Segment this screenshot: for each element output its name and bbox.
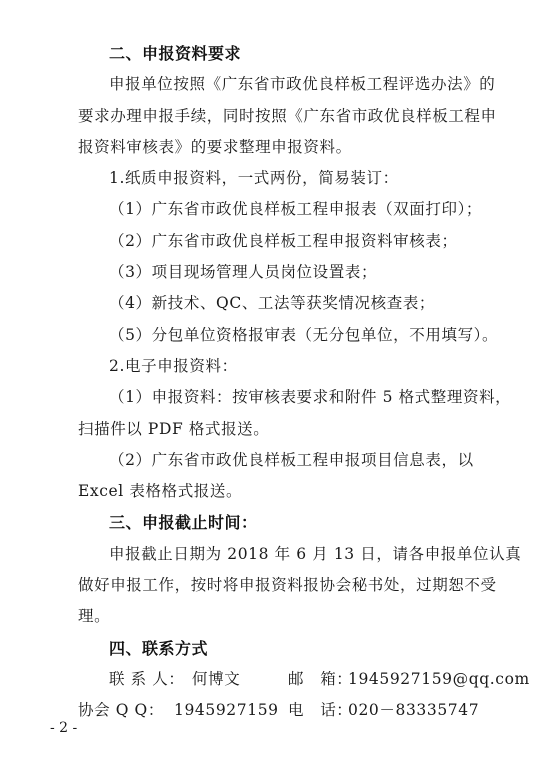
paper-materials-title: 1.纸质申报资料，一式两份，简易装订：	[109, 169, 399, 188]
electronic-item-2-line-1: （2）广东省市政优良样板工程申报项目信息表，以	[109, 450, 474, 469]
contact-row-qq	[78, 695, 478, 726]
paper-item-2: （2）广东省市政优良样板工程申报资料审核表；	[109, 231, 458, 250]
contact-phone-value: 020－83335747	[348, 701, 480, 720]
contact-email-value[interactable]: 1945927159@qq.com	[348, 669, 530, 688]
section-3-heading: 三、申报截止时间：	[109, 513, 258, 533]
electronic-item-2-line-2: Excel 表格格式报送。	[78, 482, 243, 501]
section-4-heading: 四、联系方式	[109, 638, 209, 658]
section-3-line-3: 理。	[78, 607, 111, 626]
paper-item-4: （4）新技术、QC、工法等获奖情况核查表；	[109, 294, 436, 313]
section-2-intro-line-2: 要求办理申报手续，同时按照《广东省市政优良样板工程申	[78, 106, 497, 125]
paper-item-5: （5）分包单位资格报审表（无分包单位，不用填写）。	[109, 325, 499, 344]
contact-qq-value: 1945927159	[174, 701, 279, 720]
contact-email-label: 邮 箱：	[288, 669, 353, 688]
electronic-materials-title: 2.电子申报资料：	[109, 356, 238, 375]
section-2-intro-line-3: 报资料审核表》的要求整理申报资料。	[78, 137, 352, 156]
section-2-heading: 二、申报资料要求	[109, 44, 242, 63]
contact-phone-label: 电 话：	[288, 701, 353, 720]
section-2-intro-line-1: 申报单位按照《广东省市政优良样板工程评选办法》的	[109, 75, 496, 94]
contact-row-person	[78, 664, 530, 695]
contact-qq-label: 协会 Q Q：	[78, 701, 164, 720]
section-3-line-2: 做好申报工作，按时将申报资料报协会秘书处，过期恕不受	[78, 576, 497, 595]
paper-item-3: （3）项目现场管理人员岗位设置表；	[109, 263, 378, 282]
electronic-item-1-line-2: 扫描件以 PDF 格式报送。	[78, 419, 270, 438]
contact-person-label: 联 系 人：	[109, 669, 185, 688]
contact-person-value: 何博文	[192, 669, 241, 688]
page-number: - 2 -	[50, 720, 78, 736]
electronic-item-1-line-1: （1）申报资料：按审核表要求和附件 5 格式整理资料，	[109, 388, 512, 407]
paper-item-1: （1）广东省市政优良样板工程申报表（双面打印）；	[109, 200, 483, 219]
section-3-line-1: 申报截止日期为 2018 年 6 月 13 日，请各申报单位认真	[109, 544, 522, 563]
